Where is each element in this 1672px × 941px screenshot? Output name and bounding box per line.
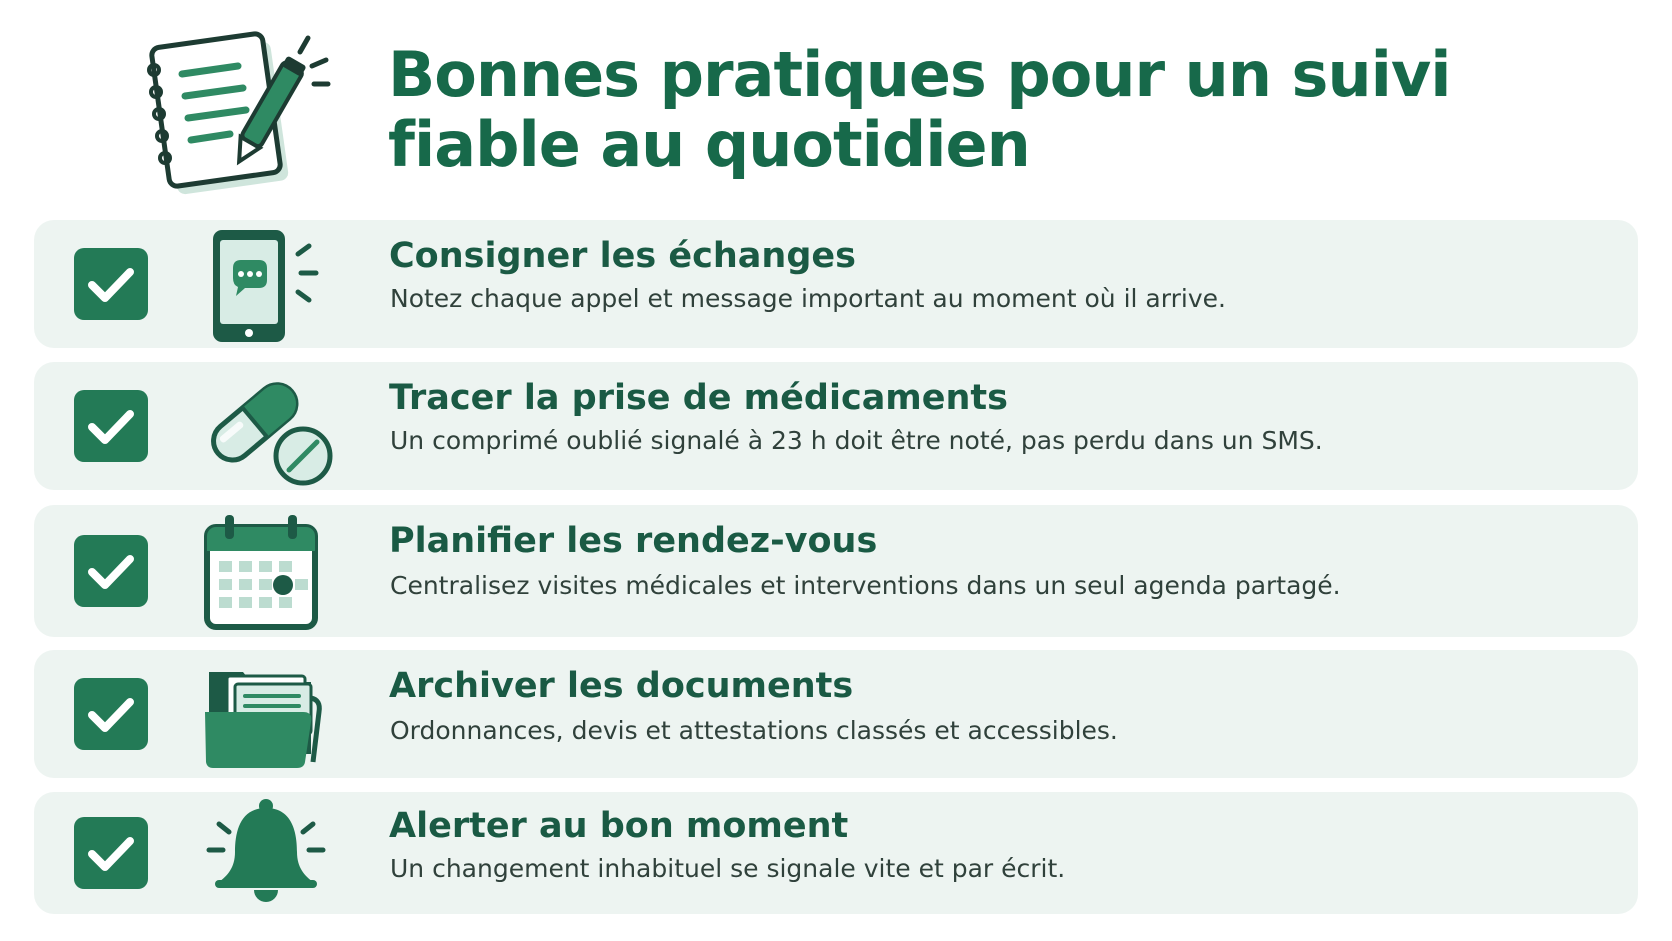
item-description: Un comprimé oublié signalé à 23 h doit être noté, pas perdu dans un SMS. [390,426,1323,455]
list-item-tracer [34,362,1638,490]
item-description: Centralisez visites médicales et interventions dans un seul agenda partagé. [390,571,1341,600]
checkmark-icon [74,817,148,889]
item-title: Planifier les rendez-vous [389,521,878,561]
notebook-pen-icon [140,30,355,200]
checkbox-checked [74,390,148,462]
checkmark-icon [74,390,148,462]
item-title: Archiver les documents [389,666,854,706]
checkbox-checked [74,535,148,607]
folder-documents-icon [199,654,339,774]
item-title: Tracer la prise de médicaments [389,378,1008,418]
list-item-alerter [34,792,1638,914]
checkmark-icon [74,535,148,607]
item-description: Notez chaque appel et message important au moment où il arrive. [390,284,1226,313]
list-item-archiver [34,650,1638,778]
checkmark-icon [74,248,148,320]
checkbox-checked [74,248,148,320]
smartphone-message-icon [199,226,339,346]
header [0,0,1672,215]
checkmark-icon [74,678,148,750]
bell-icon [199,796,339,916]
list-item-consigner [34,220,1638,348]
item-description: Un changement inhabituel se signale vite et par écrit. [390,854,1066,883]
item-description: Ordonnances, devis et attestations classés et accessibles. [390,716,1118,745]
checkbox-checked [74,678,148,750]
pill-capsule-icon [199,368,339,488]
item-title: Alerter au bon moment [389,806,849,846]
list-item-planifier [34,505,1638,637]
page-title: Bonnes pratiques pour un suivi fiable au quotidien [388,38,1451,181]
item-title: Consigner les échanges [389,236,856,276]
calendar-icon [199,511,339,631]
checkbox-checked [74,817,148,889]
